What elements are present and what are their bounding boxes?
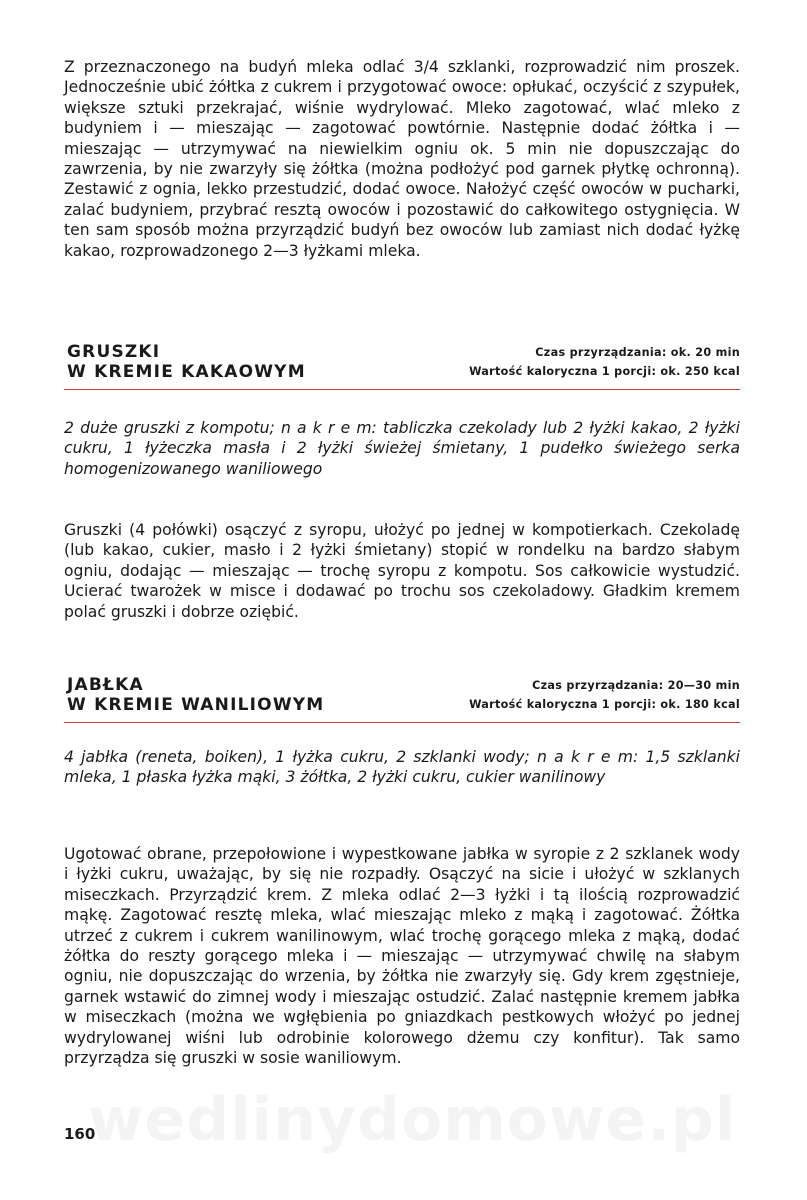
recipe-meta-jablka: [469, 676, 740, 714]
red-divider-line: [64, 722, 740, 723]
red-divider-line: [64, 389, 740, 390]
prep-time: Czas przyrządzania: 20—30 min: [532, 679, 740, 692]
calories: Wartość kaloryczna 1 porcji: ok. 180 kcal: [469, 698, 740, 711]
recipe-title-line1: JABŁKA: [67, 675, 144, 695]
recipe-header-gruszki: [64, 342, 740, 388]
watermark-text: [88, 1085, 748, 1155]
recipe-header-jablka: [64, 675, 740, 721]
method-gruszki: Gruszki (4 połówki) osączyć z syropu, ułożyć po jednej w kompotierkach. Czekoladę (lub kakao, cukier, masło i 2 łyżki śmietany) stopić w rondelku na bardzo słabym ogniu, dodając — mieszając — trochę syropu z kompotu. Sos całkowicie wystudzić. Ucierać twarożek w misce i dodawać po trochu sos czekoladowy. Gładkim kremem polać gruszki i dobrze oziębić.: [64, 521, 740, 621]
method-jablka: Ugotować obrane, przepołowione i wypestkowane jabłka w syropie z 2 szklanek wody i łyżki cukru, uważając, by się nie rozpadły. Osączyć na sicie i ułożyć w szklanych miseczkach. Przyrządzić krem. Z mleka odlać 2—3 łyżki i tą ilością rozprowadzić mąkę. Zagotować resztę mleka, wlać mieszając mleko z mąką i zagotować. Żółtka utrzeć z cukrem i cukrem wanilinowym, wlać trochę gorącego mleka z mąką, dodać żółtka do reszty gorącego mleka i — mieszając — utrzymywać chwilę na słabym ogniu, nie dopuszczając do wrzenia, by żółtka nie zwarzyły się. Gdy krem zgęstnieje, garnek wstawić do zimnej wody i mieszając ostudzić. Zalać następnie kremem jabłka w miseczkach (można we wgłębienia po gniazdkach pestkowych włożyć po jednej wydrylowanej wiśni lub odrobinie kolorowego dżemu czy konfitur). Tak samo przyrządza się gruszki w sosie waniliowym.: [64, 845, 740, 1068]
page-number: 160: [64, 1125, 96, 1143]
recipe-title-line2: W KREMIE WANILIOWYM: [67, 695, 325, 715]
recipe-title-line1: GRUSZKI: [67, 342, 161, 362]
recipe-title-gruszki: [67, 342, 306, 382]
recipe-title-jablka: [67, 675, 324, 715]
intro-paragraph: Z przeznaczonego na budyń mleka odlać 3/4 szklanki, rozprowadzić nim proszek. Jednocześnie ubić żółtka z cukrem i przygotować owoce: opłukać, oczyścić z szypułek, większe sztuki przekrajać, wiśnie wydrylować. Mleko zagotować, wlać mleko z budyniem i — mieszając — zagotować powtórnie. Następnie dodać żółtka i — mieszając — utrzymywać na niewielkim ogniu ok. 5 min nie dopuszczając do zawrzenia, by nie zwarzyły się żółtka (można podłożyć pod garnek płytkę ochronną). Zestawić z ognia, lekko przestudzić, dodać owoce. Nałożyć część owoców w pucharki, zalać budyniem, przybrać resztą owoców i pozostawić do całkowitego ostygnięcia. W ten sam sposób można przyrządzić budyń bez owoców lub zamiast nich dodać łyżkę kakao, rozprowadzonego 2—3 łyżkami mleka.: [64, 58, 740, 260]
ingredients-gruszki: 2 duże gruszki z kompotu; n a k r e m: tabliczka czekolady lub 2 łyżki kakao, 2 łyżki cukru, 1 łyżeczka masła i 2 łyżki świeżej śmietany, 1 pudełko świeżego serka homogenizowanego waniliowego: [64, 419, 740, 478]
prep-time: Czas przyrządzania: ok. 20 min: [535, 346, 740, 359]
recipe-meta-gruszki: [469, 343, 740, 381]
calories: Wartość kaloryczna 1 porcji: ok. 250 kcal: [469, 365, 740, 378]
ingredients-jablka: 4 jabłka (reneta, boiken), 1 łyżka cukru, 2 szklanki wody; n a k r e m: 1,5 szklanki mleka, 1 płaska łyżka mąki, 3 żółtka, 2 łyżki cukru, cukier wanilinowy: [64, 748, 740, 787]
recipe-title-line2: W KREMIE KAKAOWYM: [67, 362, 306, 382]
